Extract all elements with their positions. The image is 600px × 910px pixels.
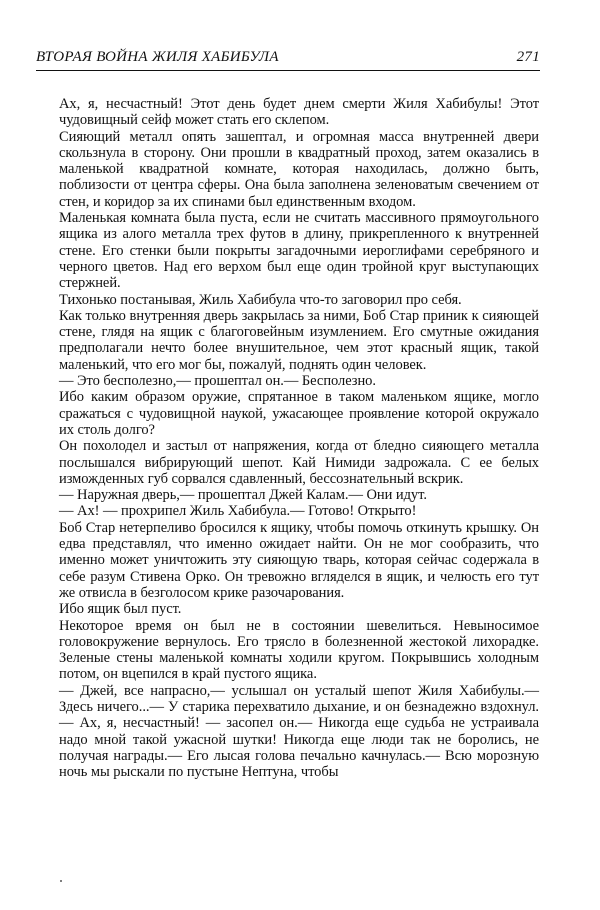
paragraph: Боб Стар нетерпеливо бросился к ящику, чтобы помочь откинуть крышку. Он едва представлял, что именно ожидает найти. Он не мог сообразить, что именно может уничтожить эту сияющую тварь, которая сейчас содержала в себе разум Стивена Орко. Он тревожно вгляделся в ящик, и челюсть его тут же отвисла в безголосом крике разочарования.	[59, 519, 539, 601]
paragraph: — Это бесполезно,— прошептал он.— Бесполезно.	[59, 373, 376, 390]
paragraph: Он похолодел и застыл от напряжения, когда от бледно сияющего металла послышался вибрирующий шепот. Кай Нимиди задрожала. С ее белых изможденных губ сорвался сдавленный, бессознательный вскрик.	[59, 438, 539, 487]
paragraph: Ах, я, несчастный! Этот день будет днем смерти Жиля Хабибулы! Этот чудовищный сейф может стать его склепом.	[59, 96, 539, 129]
paragraph: Некоторое время он был не в состоянии шевелиться. Невыносимое головокружение вернулось. Его трясло в болезненной жестокой лихорадке. Зеленые стены маленькой комнаты ходили кругом. Покрывшись холодным потом, он вцепился в край пустого ящика.	[59, 617, 539, 683]
scan-speck	[60, 880, 62, 882]
paragraph: Как только внутренняя дверь закрылась за ними, Боб Стар приник к сияющей стене, глядя на ящик с благоговейным изумлением. Его смутные ожидания предполагали нечто более внушительное, чем этот красный ящик, такой маленький, что его мог бы, пожалуй, поднять один человек.	[59, 307, 539, 373]
paragraph: — Наружная дверь,— прошептал Джей Калам.— Они идут.	[59, 487, 427, 504]
paragraph: Тихонько постанывая, Жиль Хабибула что-то заговорил про себя.	[59, 291, 462, 308]
header-rule	[36, 70, 540, 71]
paragraph: Ибо каким образом оружие, спрятанное в таком маленьком ящике, могло сражаться с чудовищной наукой, ужасающее проявление которой окружало их столь долго?	[59, 389, 539, 438]
paragraph: Ибо ящик был пуст.	[59, 601, 182, 618]
paragraph: Сияющий металл опять зашептал, и огромная масса внутренней двери скользнула в сторону. Они прошли в квадратный проход, затем оказались в маленькой квадратной комнате, которая находилась, должно быть, поблизости от центра сферы. Она была заполнена зеленоватым свечением от стен, и коридор за их спинами был единственным входом.	[59, 128, 539, 210]
paragraph: — Джей, все напрасно,— услышал он усталый шепот Жиля Хабибулы.— Здесь ничего...— У старика перехватило дыхание, и он безнадежно вздохнул.— Ах, я, несчастный! — засопел он.— Никогда еще судьба не устраивала надо мной такой ужасной шутки! Никогда еще люди так не боролись, не получая награды.— Его лысая голова печально качнулась.— Всю морозную ночь мы рыскали по пустыне Нептуна, чтобы	[59, 682, 539, 781]
paragraph: Маленькая комната была пуста, если не считать массивного прямоугольного ящика из алого металла трех футов в длину, прикрепленного к внутренней стене. Его стенки были покрыты загадочными иероглифами серебряного и черного цветов. Над его верхом был еще один тройной круг выступающих стержней.	[59, 210, 539, 292]
running-title: ВТОРАЯ ВОЙНА ЖИЛЯ ХАБИБУЛА	[36, 49, 279, 65]
page-number: 271	[516, 49, 540, 65]
paragraph: — Ах! — прохрипел Жиль Хабибула.— Готово! Открыто!	[59, 503, 417, 520]
body-text	[59, 96, 539, 780]
